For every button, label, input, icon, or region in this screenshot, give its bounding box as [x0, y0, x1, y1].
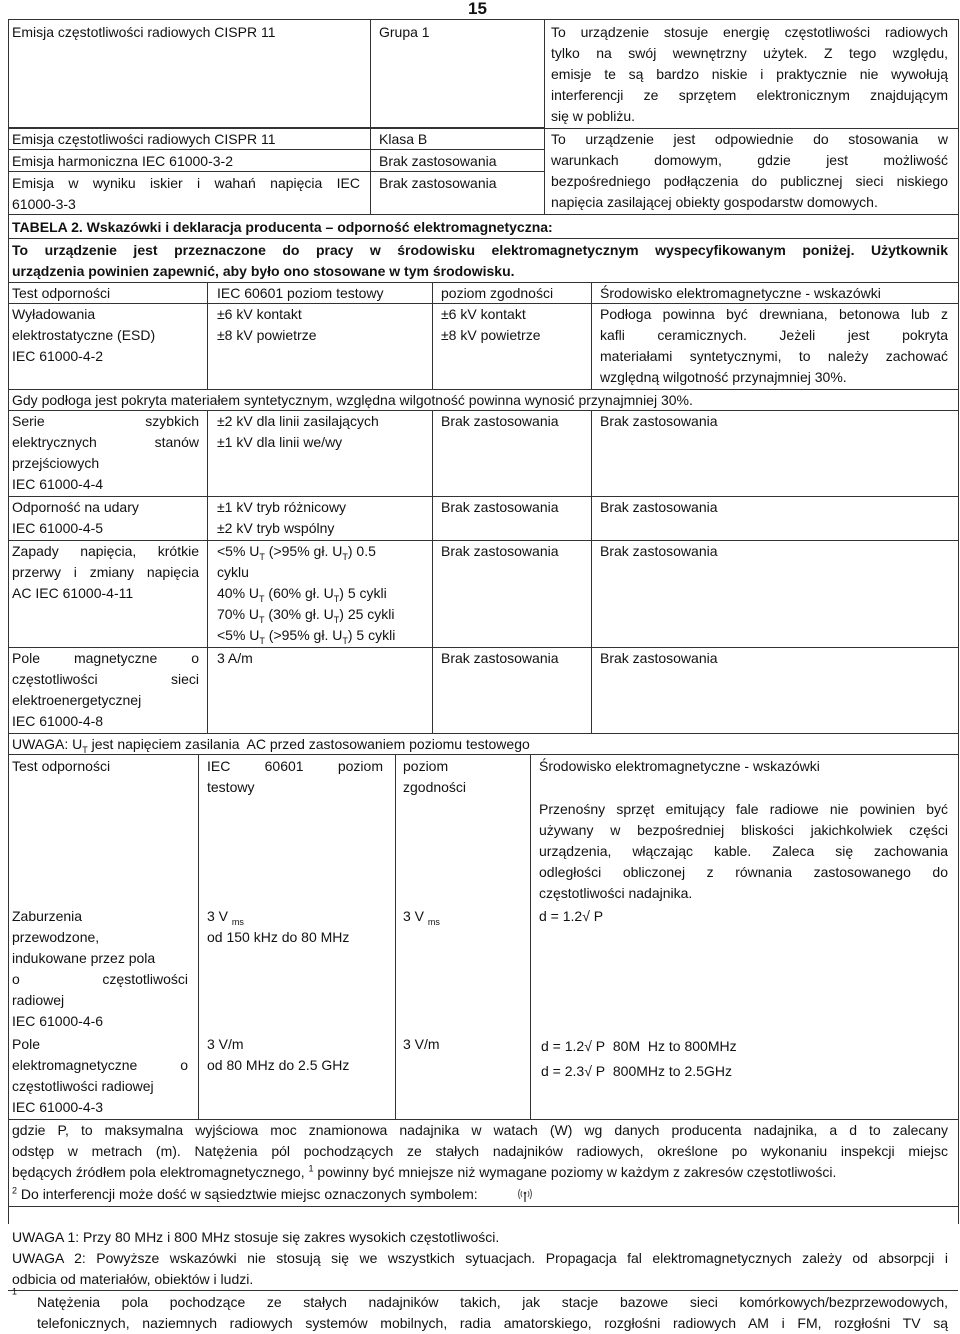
table-rule-vertical: [591, 282, 592, 389]
emission-value: Klasa B: [379, 131, 428, 147]
mag-level: 3 A/m: [217, 650, 253, 666]
table-rule-vertical: [432, 410, 433, 733]
footnote-marker: 1: [12, 1286, 18, 1297]
emission-description: To urządzenie stosuje energię częstotliwości radiowych tylko na swój wewnętrzny użytek. Z tego względu, emisje te są bardzo niskie i praktycznie nie wywołują interferencji ze sprzętem elektronicznym znajdującym się w pobliżu.: [551, 24, 948, 124]
conducted-test: Zaburzenia przewodzone, indukowane przez pola o częstotliwości radiowej IEC 61000-4-6: [12, 908, 188, 1029]
dips-level-line: <5% $U_T$ (>95% gł. $U_T$) 0.5: [217, 543, 376, 562]
eft-compliance: Brak zastosowania: [441, 413, 559, 429]
footer-paragraph: gdzie P, to maksymalna wyjściowa moc znamionowa nadajnika w watach (W) wg danych producenta nadajnika, a d to zalecany odstęp w metrach (m). Natężenia pól pochodzących ze stałych nadajników radiowych, określone po wykonaniu inspekcji miejsc będących źródłem pola elektromagnetycznego, $^1$ powinny być mniejsze niż wymagane poziomy w każdym z zakresów częstotliwości. $^2$ Do interferencji może dość w sąsiedztwie miejsc oznaczonych symbolem:: [12, 1120, 948, 1205]
header-environment: Środowisko elektromagnetyczne - wskazówki: [600, 285, 881, 301]
dips-environment: Brak zastosowania: [600, 543, 718, 559]
surge-environment: Brak zastosowania: [600, 499, 718, 515]
emission-description: To urządzenie jest odpowiednie do stosowania w warunkach domowym, gdzie jest możliwość bezpośredniego podłączenia do publicznej sieci niskiego napięcia zasilającej obiekty gospodarstw domowych.: [551, 131, 948, 210]
dips-level-line: <5% $U_T$ (>95% gł. $U_T$) 5 cykli: [217, 627, 396, 646]
dips-level-line: 70% $U_T$ (30% gł. $U_T$) 25 cykli: [217, 606, 395, 625]
mag-environment: Brak zastosowania: [600, 650, 718, 666]
table-rule-vertical: [544, 19, 545, 214]
radiation-warning-icon: [516, 1187, 534, 1203]
emission-label: Emisja częstotliwości radiowych CISPR 11: [12, 24, 276, 40]
surge-level: ±1 kV tryb różnicowy ±2 kV tryb wspólny: [217, 499, 347, 536]
footer-line: $^2$ Do interferencji może dość w sąsiedztwie miejsc oznaczonych symbolem:: [12, 1183, 948, 1205]
mag-compliance: Brak zastosowania: [441, 650, 559, 666]
radiation-warning-icon-svg: [516, 1187, 534, 1203]
sqrt-icon: √: [584, 1063, 592, 1079]
dips-test: Zapady napięcia, krótkie przerwy i zmiany napięcia AC IEC 61000-4-11: [12, 543, 199, 601]
table-rule-vertical: [207, 282, 208, 389]
sqrt-icon: √: [582, 908, 590, 924]
radiated-formula: [541, 1036, 737, 1082]
table-border-top: [8, 19, 958, 20]
dips-level-line: 40% $U_T$ (60% gł. $U_T$) 5 cykli: [217, 585, 387, 604]
footer-line: będących źródłem pola elektromagnetycznego, $^1$ powinny być mniejsze niż wymagane poziomy w każdym z zakresów częstotliwości.: [12, 1163, 837, 1180]
table-rule-vertical: [207, 410, 208, 733]
table2-title: TABELA 2. Wskazówki i deklaracja producenta – odporność elektromagnetyczna:: [12, 219, 553, 235]
dips-compliance: Brak zastosowania: [441, 543, 559, 559]
emission-label: Emisja harmoniczna IEC 61000-3-2: [12, 153, 233, 169]
header-level: IEC 60601 poziom testowy: [217, 285, 384, 301]
table-rule-vertical: [958, 19, 959, 1224]
table-rule: [8, 238, 958, 239]
table-rule: [8, 1290, 958, 1291]
eft-environment: Brak zastosowania: [600, 413, 718, 429]
emission-value: Brak zastosowania: [379, 175, 497, 191]
sqrt-icon: √: [584, 1038, 592, 1054]
header-compliance: poziom zgodności: [441, 285, 554, 301]
eft-test: Serie szybkich elektrycznych stanów przejściowych IEC 61000-4-4: [12, 413, 199, 492]
table-rule: [8, 754, 958, 755]
radiated-test: Pole elektromagnetyczne o częstotliwości radiowej IEC 61000-4-3: [12, 1036, 188, 1115]
uwaga-ut: UWAGA: $U_T$ jest napięciem zasilania AC przed zastosowaniem poziomu testowego: [12, 736, 530, 755]
t3-header-level: IEC 60601 poziom testowy: [207, 758, 383, 795]
table-rule-vertical: [8, 19, 9, 1224]
table-rule-vertical: [591, 410, 592, 733]
t3-env-intro: Przenośny sprzęt emitujący fale radiowe nie powinien być używany w bezpośredniej bliskości jakichkolwiek części urządzenia, włączając kable. Zaleca się zachowania odległości obliczonej z równania zastosowanego do częstotliwości nadajnika.: [539, 801, 948, 901]
dips-level-line: cyklu: [217, 564, 249, 580]
mag-test: Pole magnetyczne o częstotliwości sieci elektroenergetycznej IEC 61000-4-8: [12, 650, 199, 729]
dips-level: [217, 541, 422, 646]
emission-label: Emisja w wyniku iskier i wahań napięcia IEC 61000-3-3: [12, 175, 360, 212]
note-2: UWAGA 2: Powyższe wskazówki nie stosują się we wszystkich sytuacjach. Propagacja fal elektromagnetycznych zależy od absorpcji i odbicia od materiałów, obiektów i ludzi.: [12, 1250, 948, 1287]
radiated-formula-2: d = 2.3√ P 800MHz to 2.5GHz: [541, 1063, 732, 1079]
note-1: UWAGA 1: Przy 80 MHz i 800 MHz stosuje się zakres wysokich częstotliwości.: [12, 1229, 500, 1245]
eft-level: ±2 kV dla linii zasilających ±1 kV dla linii we/wy: [217, 413, 379, 450]
table-rule: [8, 1206, 958, 1207]
radiated-formula-1: d = 1.2√ P 80M Hz to 800MHz: [541, 1038, 737, 1054]
esd-compliance: ±6 kV kontakt ±8 kV powietrze: [441, 306, 541, 343]
esd-note: Gdy podłoga jest pokryta materiałem syntetycznym, względna wilgotność powinna wynosić przynajmniej 30%.: [12, 392, 693, 408]
table-rule-vertical: [395, 754, 396, 1119]
esd-environment: Podłoga powinna być drewniana, betonowa lub z kafli ceramicznych. Jeżeli jest pokryta materiałami syntetycznymi, to należy zachować względną wilgotność przynajmniej 30%.: [600, 306, 948, 385]
esd-level: ±6 kV kontakt ±8 kV powietrze: [217, 306, 317, 343]
surge-compliance: Brak zastosowania: [441, 499, 559, 515]
table-rule-vertical: [370, 19, 371, 214]
conducted-level-value: 3 V $_{ms}$: [207, 908, 244, 927]
emission-label: Emisja częstotliwości radiowych CISPR 11: [12, 131, 276, 147]
footnote: Natężenia pola pochodzące ze stałych nadajników takich, jak stacje bazowe sieci komórkowych/bezprzewodowych, telefonicznych, naziemnych radiowych systemów mobilnych, radia amatorskiego, rozgłośni radiowych AM i FM, rozgłośni TV są: [37, 1294, 948, 1331]
emission-value: Grupa 1: [379, 24, 430, 40]
page-number: 15: [468, 0, 487, 18]
table-rule-vertical: [198, 754, 199, 1119]
radiated-level: 3 V/m od 80 MHz do 2.5 GHz: [207, 1036, 350, 1073]
emission-value: Brak zastosowania: [379, 153, 497, 169]
t3-header-compliance: poziom zgodności: [403, 758, 467, 795]
t3-header-test: Test odporności: [12, 758, 111, 774]
t3-header-environment: Środowisko elektromagnetyczne - wskazówki: [539, 758, 820, 774]
radiated-compliance: 3 V/m: [403, 1036, 440, 1052]
table-rule-vertical: [530, 754, 531, 1119]
conducted-compliance: 3 V $_{ms}$: [403, 908, 440, 927]
table-rule-vertical: [432, 282, 433, 389]
table2-intro: To urządzenie jest przeznaczone do pracy w środowisku elektromagnetycznym wyspecyfikowanym poniżej. Użytkownik urządzenia powinien zapewnić, aby było ono stosowane w tym środowisku.: [12, 242, 948, 279]
esd-test: Wyładowania elektrostatyczne (ESD) IEC 61000-4-2: [12, 306, 156, 364]
conducted-formula: d = 1.2√ P: [539, 906, 603, 927]
header-test: Test odporności: [12, 285, 111, 301]
conducted-level: 3 V $_{ms}$ od 150 kHz do 80 MHz: [207, 908, 350, 945]
surge-test: Odporność na udary IEC 61000-4-5: [12, 499, 139, 536]
